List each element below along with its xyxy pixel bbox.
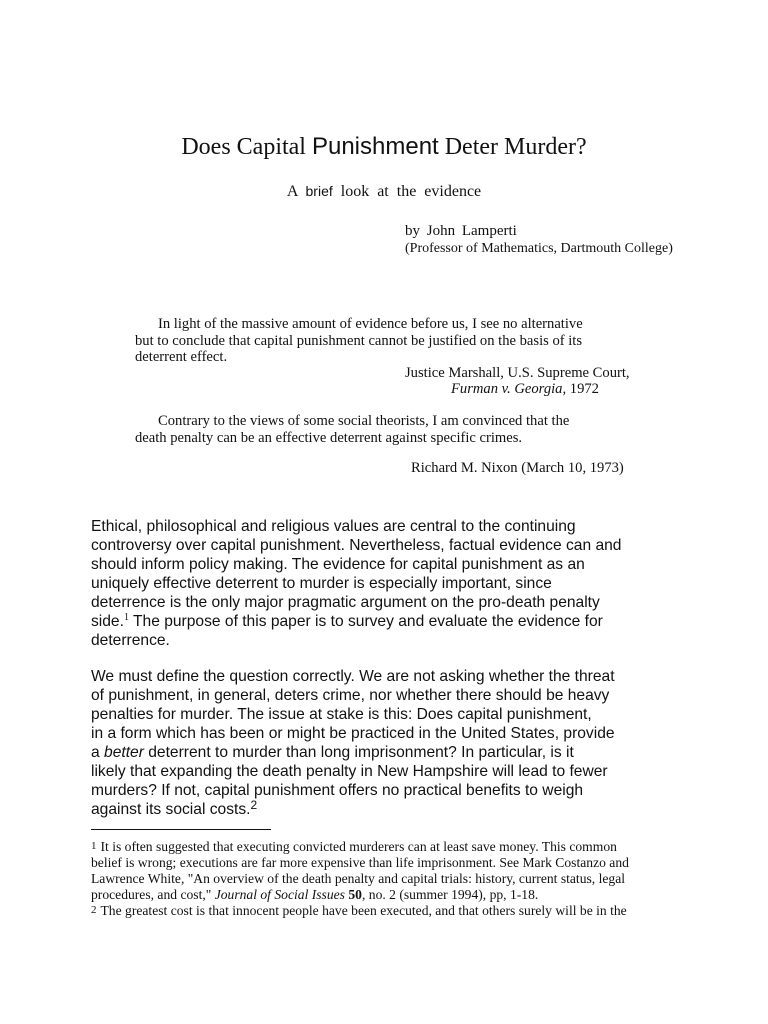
paragraph-line: penalties for murder. The issue at stake is this: Does capital punishment,: [91, 706, 592, 723]
paragraph-line: deterrence.: [91, 632, 170, 649]
epigraph-nixon: [135, 413, 655, 446]
paragraph-line: in a form which has been or might be practiced in the United States, provide: [91, 725, 615, 742]
epigraph-line: In light of the massive amount of evidence before us, I see no alternative: [158, 316, 583, 332]
journal-volume: 50: [344, 887, 362, 902]
epigraph-line: deterrent effect.: [135, 349, 228, 365]
paragraph-line: deterrence is the only major pragmatic argument on the pro-death penalty: [91, 594, 600, 611]
footnote-number: 2: [91, 904, 97, 916]
paragraph-line: should inform policy making. The evidence for capital punishment as an: [91, 556, 585, 573]
paragraph-line: of punishment, in general, deters crime, nor whether there should be heavy: [91, 687, 610, 704]
epigraph-attribution-marshall: Justice Marshall, U.S. Supreme Court,: [405, 365, 630, 381]
epigraph-attribution-nixon: Richard M. Nixon (March 10, 1973): [411, 460, 624, 476]
emphasis-better: better: [104, 744, 144, 761]
footnote-ref-1[interactable]: 1: [123, 612, 129, 623]
paragraph-line: controversy over capital punishment. Nevertheless, factual evidence can and: [91, 537, 622, 554]
epigraph-line: death penalty can be an effective deterrent against specific crimes.: [135, 429, 523, 446]
paragraph-line: Ethical, philosophical and religious values are central to the continuing: [91, 518, 576, 535]
body-paragraph-1: [91, 517, 695, 650]
subtitle-mid: brief: [305, 183, 333, 199]
epigraph-line: but to conclude that capital punishment cannot be justified on the basis of its: [135, 332, 583, 349]
footnote-text: , no. 2 (summer 1994), pp, 1-18.: [361, 887, 539, 902]
paragraph-line: [91, 800, 695, 819]
paragraph-line: murders? If not, capital punishment offers no practical benefits to weigh: [91, 782, 584, 799]
body-paragraph-2: [91, 667, 695, 819]
line-text: a: [91, 744, 105, 761]
document-title: [0, 131, 768, 163]
paragraph-line: We must define the question correctly. We are not asking whether the threat: [91, 668, 615, 685]
footnote-text: procedures, and cost,": [91, 887, 215, 902]
title-text-start: Does Capital: [181, 134, 312, 160]
author-affiliation: (Professor of Mathematics, Dartmouth College): [405, 241, 673, 256]
case-year: 1972: [566, 381, 599, 397]
footnote-text: The greatest cost is that innocent people have been executed, and that others surely will be in the: [100, 903, 627, 918]
footnote-line: Lawrence White, "An overview of the death penalty and capital trials: history, current status, legal: [91, 871, 626, 886]
title-text-end: Deter Murder?: [438, 134, 587, 160]
footnote-number: 1: [91, 840, 97, 852]
footnote-text: It is often suggested that executing convicted murderers can at least save money. This common: [100, 839, 617, 854]
footnote-line: [91, 902, 703, 919]
epigraph-line: Contrary to the views of some social theorists, I am convinced that the: [158, 413, 570, 429]
line-text: deterrent to murder than long imprisonment? In particular, is it: [143, 744, 574, 761]
title-text-mid: Punishment: [311, 133, 439, 160]
footnote-1: [91, 838, 703, 903]
paragraph-line: likely that expanding the death penalty in New Hampshire will lead to fewer: [91, 763, 608, 780]
epigraph-marshall: [135, 316, 655, 366]
paragraph-line: uniquely effective deterrent to murder is especially important, since: [91, 575, 552, 592]
epigraph-citation-marshall: [451, 381, 599, 398]
paragraph-line: [91, 612, 695, 631]
line-text: side.: [91, 613, 124, 630]
footnote-ref-2[interactable]: 2: [250, 798, 258, 812]
journal-title: Journal of Social Issues: [214, 887, 345, 902]
document-subtitle: [0, 181, 768, 202]
subtitle-end: look at the evidence: [332, 183, 482, 200]
author-byline: by John Lamperti: [405, 223, 517, 239]
footnote-line: [91, 838, 703, 855]
footnote-2: [91, 902, 703, 919]
case-name: Furman v. Georgia,: [451, 381, 567, 397]
footnote-divider: [91, 829, 271, 830]
subtitle-start: A: [286, 183, 306, 200]
line-text: The purpose of this paper is to survey and evaluate the evidence for: [128, 613, 603, 630]
footnote-line: [91, 887, 703, 903]
paragraph-line: [91, 743, 695, 762]
line-text: against its social costs.: [91, 801, 251, 818]
footnote-line: belief is wrong; executions are far more expensive than life imprisonment. See Mark Costanzo and: [91, 855, 629, 870]
